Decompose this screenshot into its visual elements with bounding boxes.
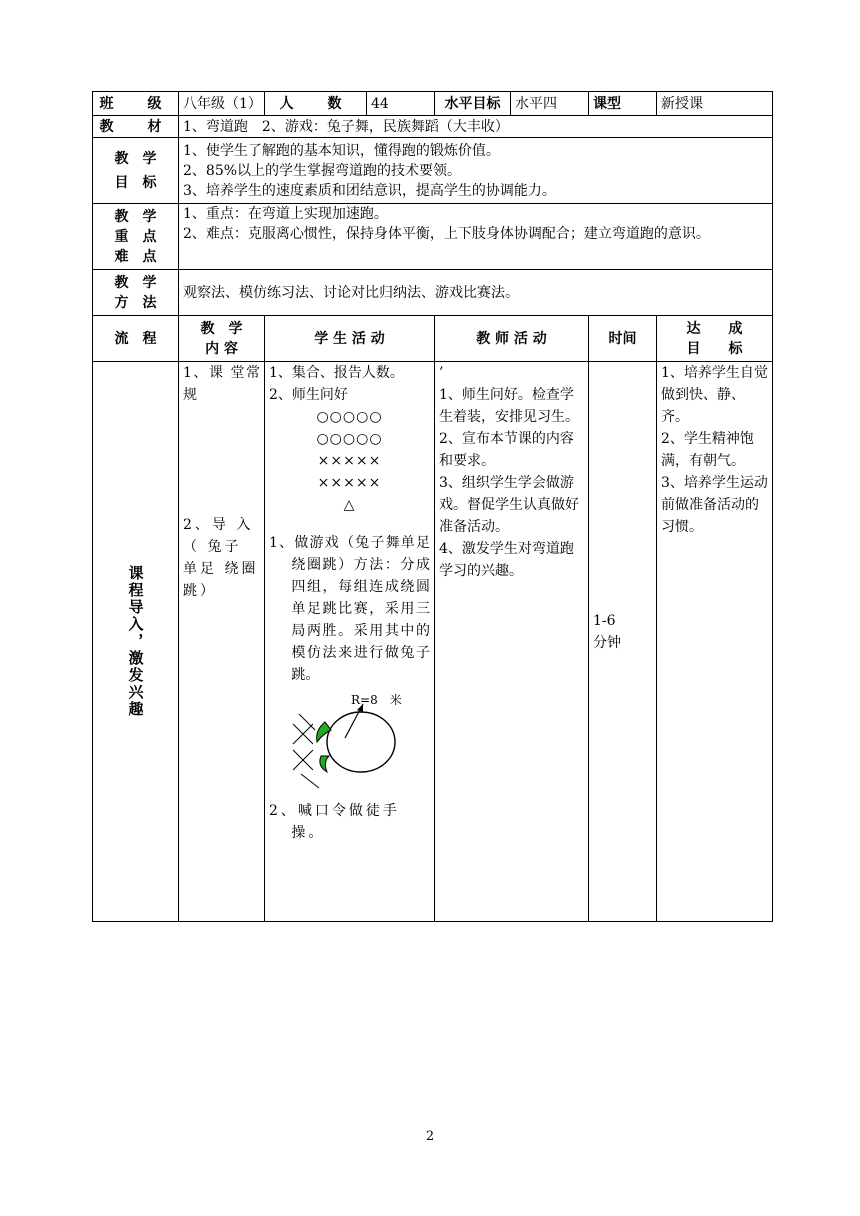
student-item: 1、集合、报告人数。 [269, 365, 404, 381]
teacher-item: 3、组织学生学会做游戏。督促学生认真做好准备活动。 [439, 475, 579, 535]
student-item: 1、做游戏（兔子舞单足绕圈跳）方法：分成四组，每组连成绕圆单足跳比赛，采用三局两胜。采用其中的模仿法来进行做兔子跳。 [269, 535, 430, 683]
keypoints-content [179, 204, 773, 270]
circle-track-icon [279, 690, 439, 790]
student-cell [265, 362, 435, 922]
radius-label: R=8 米 [351, 693, 402, 707]
column-header-row [93, 316, 773, 362]
teacher-item: 4、激发学生对弯道跑学习的兴趣。 [439, 541, 574, 579]
type-label: 课型 [589, 92, 657, 116]
header-row [93, 92, 773, 116]
formation-diagram [269, 406, 430, 516]
keypoints-label: 教 学 重 点 难 点 [93, 204, 179, 270]
goals-label: 教 学 目 标 [93, 138, 179, 204]
goals-content [179, 138, 773, 204]
content-item: 2、导 入（ 兔子 单足 绕圈跳） [183, 517, 259, 599]
type-value: 新授课 [657, 92, 773, 116]
target-cell [657, 362, 773, 922]
class-label: 班 级 [93, 92, 179, 116]
formation-row: ○○○○○ [316, 409, 383, 425]
material-value: 1、弯道跑 2、游戏：兔子舞，民族舞蹈（大丰收） [179, 116, 773, 138]
teacher-item: 2、宣布本节课的内容和要求。 [439, 431, 574, 469]
content-cell [179, 362, 265, 922]
col-time: 时间 [589, 316, 657, 362]
count-label: 人 数 [265, 92, 367, 116]
material-row [93, 116, 773, 138]
count-value: 44 [367, 92, 435, 116]
content-item: 1、课 堂常规 [183, 365, 260, 403]
col-flow: 流 程 [93, 316, 179, 362]
col-teacher: 教 师 活 动 [435, 316, 589, 362]
target-item: 2、学生精神饱满，有朝气。 [661, 431, 754, 469]
methods-row [93, 270, 773, 316]
class-value: 八年级（1） [179, 92, 265, 116]
goal-item: 2、85%以上的学生掌握弯道跑的技术要领。 [183, 162, 462, 179]
teacher-item: 1、师生问好。检查学生着装，安排见习生。 [439, 387, 579, 425]
keypoint-item: 1、重点：在弯道上实现加速跑。 [183, 206, 388, 222]
student-item: 2、师生问好 [269, 387, 348, 403]
teacher-mark: ’ [439, 365, 444, 381]
flow-label: 课程导入，激发兴趣 [126, 565, 145, 718]
goals-row [93, 138, 773, 204]
teacher-cell [435, 362, 589, 922]
methods-value: 观察法、模仿练习法、讨论对比归纳法、游戏比赛法。 [179, 270, 773, 316]
formation-row: ××××× [317, 475, 382, 491]
keypoints-row [93, 204, 773, 270]
lesson-plan-table [92, 91, 773, 922]
student-item: 2、喊口令做徒手操。 [269, 803, 400, 841]
col-student: 学 生 活 动 [265, 316, 435, 362]
time-cell [589, 362, 657, 922]
keypoint-item: 2、难点：克服离心惯性，保持身体平衡，上下肢身体协调配合；建立弯道跑的意识。 [183, 226, 710, 242]
level-label: 水平目标 [435, 92, 511, 116]
material-label: 教 材 [93, 116, 179, 138]
formation-row: ○○○○○ [316, 431, 383, 447]
formation-row: ××××× [317, 453, 382, 469]
col-content: 教 学 内 容 [179, 316, 265, 362]
content-spacer [183, 406, 260, 514]
goal-item: 1、使学生了解跑的基本知识，懂得跑的锻炼价值。 [183, 142, 500, 159]
col-target: 达 成 目 标 [657, 316, 773, 362]
page-number: 2 [425, 1129, 435, 1144]
target-item: 1、培养学生自觉做到快、静、齐。 [661, 365, 768, 425]
section-row [93, 362, 773, 922]
goal-item: 3、培养学生的速度素质和团结意识，提高学生的协调能力。 [183, 182, 556, 199]
time-value: 1-6 分钟 [593, 612, 621, 651]
formation-row: △ [343, 497, 356, 513]
circle-diagram [269, 690, 430, 790]
methods-label: 教 学 方 法 [93, 270, 179, 316]
flow-cell [93, 362, 179, 922]
level-value: 水平四 [511, 92, 589, 116]
target-item: 3、培养学生运动前做准备活动的习惯。 [661, 475, 768, 535]
